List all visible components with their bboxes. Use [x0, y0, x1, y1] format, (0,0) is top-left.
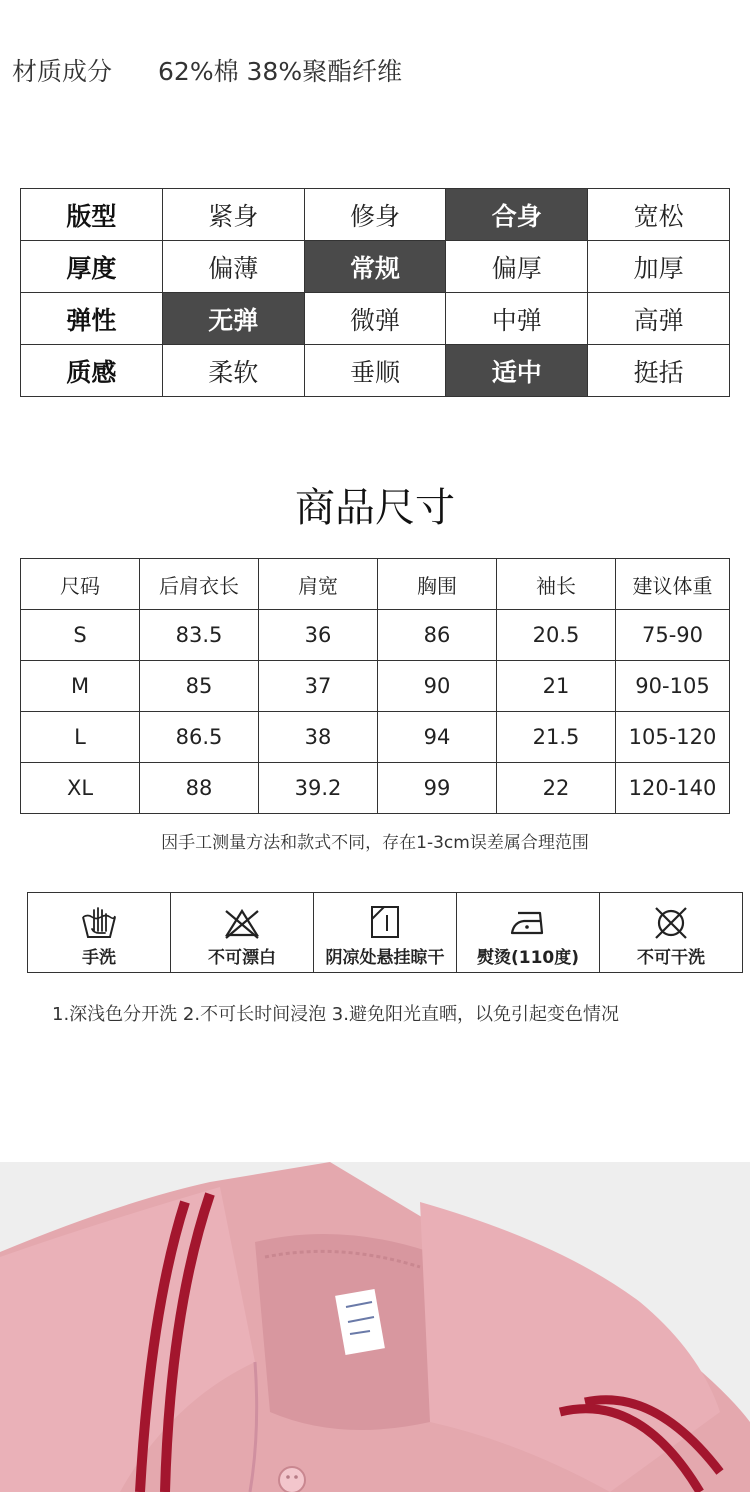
care-label: 阴凉处悬挂晾干	[325, 948, 445, 968]
attribute-option: 挺括	[588, 345, 730, 397]
care-cell-hand-wash	[28, 893, 171, 973]
attribute-row-elasticity	[21, 293, 730, 345]
attribute-table	[20, 188, 730, 397]
size-cell: 20.5	[497, 610, 616, 661]
size-cell: XL	[21, 763, 140, 814]
attribute-option-selected: 适中	[446, 345, 588, 397]
size-cell: M	[21, 661, 140, 712]
attribute-option: 偏厚	[446, 241, 588, 293]
care-cell-iron	[457, 893, 600, 973]
size-cell: 85	[140, 661, 259, 712]
size-cell: 86.5	[140, 712, 259, 763]
care-instructions-table	[27, 892, 743, 973]
iron-icon	[508, 905, 548, 941]
size-header-cell: 肩宽	[259, 559, 378, 610]
size-header-cell: 建议体重	[616, 559, 730, 610]
no-bleach-icon	[222, 905, 262, 941]
attribute-row-texture	[21, 345, 730, 397]
attribute-option: 加厚	[588, 241, 730, 293]
material-info	[12, 52, 402, 88]
size-row	[21, 763, 730, 814]
care-cell-shade-dry	[314, 893, 457, 973]
size-cell: S	[21, 610, 140, 661]
size-cell: L	[21, 712, 140, 763]
size-row	[21, 712, 730, 763]
attribute-name: 版型	[21, 189, 163, 241]
size-cell: 90	[378, 661, 497, 712]
size-cell: 37	[259, 661, 378, 712]
size-row	[21, 661, 730, 712]
material-value: 62%棉 38%聚酯纤维	[158, 57, 403, 86]
care-cell-no-dry-clean	[600, 893, 743, 973]
attribute-option-selected: 无弹	[162, 293, 304, 345]
size-row	[21, 610, 730, 661]
attribute-option: 偏薄	[162, 241, 304, 293]
no-dry-clean-icon	[651, 905, 691, 941]
attribute-option: 高弹	[588, 293, 730, 345]
size-cell: 22	[497, 763, 616, 814]
size-cell: 105-120	[616, 712, 730, 763]
pink-polo-collar-photo	[0, 1162, 750, 1492]
size-cell: 99	[378, 763, 497, 814]
size-cell: 38	[259, 712, 378, 763]
attribute-name: 弹性	[21, 293, 163, 345]
attribute-option: 柔软	[162, 345, 304, 397]
attribute-option: 修身	[304, 189, 446, 241]
care-label: 不可漂白	[208, 948, 276, 968]
care-label: 手洗	[82, 948, 116, 968]
measurement-note: 因手工测量方法和款式不同，存在1-3cm误差属合理范围	[161, 833, 589, 853]
attribute-option-selected: 合身	[446, 189, 588, 241]
size-header-cell: 后肩衣长	[140, 559, 259, 610]
attribute-option-selected: 常规	[304, 241, 446, 293]
attribute-row-thickness	[21, 241, 730, 293]
size-header-cell: 尺码	[21, 559, 140, 610]
attribute-name: 质感	[21, 345, 163, 397]
size-header-cell: 袖长	[497, 559, 616, 610]
care-tips: 1.深浅色分开洗 2.不可长时间浸泡 3.避免阳光直晒，以免引起变色情况	[52, 1004, 619, 1025]
size-cell: 94	[378, 712, 497, 763]
size-cell: 86	[378, 610, 497, 661]
size-cell: 21.5	[497, 712, 616, 763]
size-table	[20, 558, 730, 814]
attribute-name: 厚度	[21, 241, 163, 293]
care-cell-no-bleach	[171, 893, 314, 973]
hand-wash-icon	[79, 905, 119, 941]
care-label: 熨烫(110度)	[476, 948, 580, 968]
attribute-option: 紧身	[162, 189, 304, 241]
size-cell: 88	[140, 763, 259, 814]
care-label: 不可干洗	[637, 948, 705, 968]
size-header-cell: 胸围	[378, 559, 497, 610]
size-cell: 75-90	[616, 610, 730, 661]
material-label: 材质成分	[12, 57, 113, 86]
attribute-option: 中弹	[446, 293, 588, 345]
size-cell: 21	[497, 661, 616, 712]
attribute-option: 宽松	[588, 189, 730, 241]
size-table-header	[21, 559, 730, 610]
size-cell: 39.2	[259, 763, 378, 814]
size-cell: 120-140	[616, 763, 730, 814]
size-cell: 36	[259, 610, 378, 661]
attribute-option: 垂顺	[304, 345, 446, 397]
shade-dry-icon	[365, 905, 405, 941]
attribute-row-fit	[21, 189, 730, 241]
size-cell: 83.5	[140, 610, 259, 661]
size-cell: 90-105	[616, 661, 730, 712]
size-section-title: 商品尺寸	[295, 485, 455, 531]
attribute-option: 微弹	[304, 293, 446, 345]
